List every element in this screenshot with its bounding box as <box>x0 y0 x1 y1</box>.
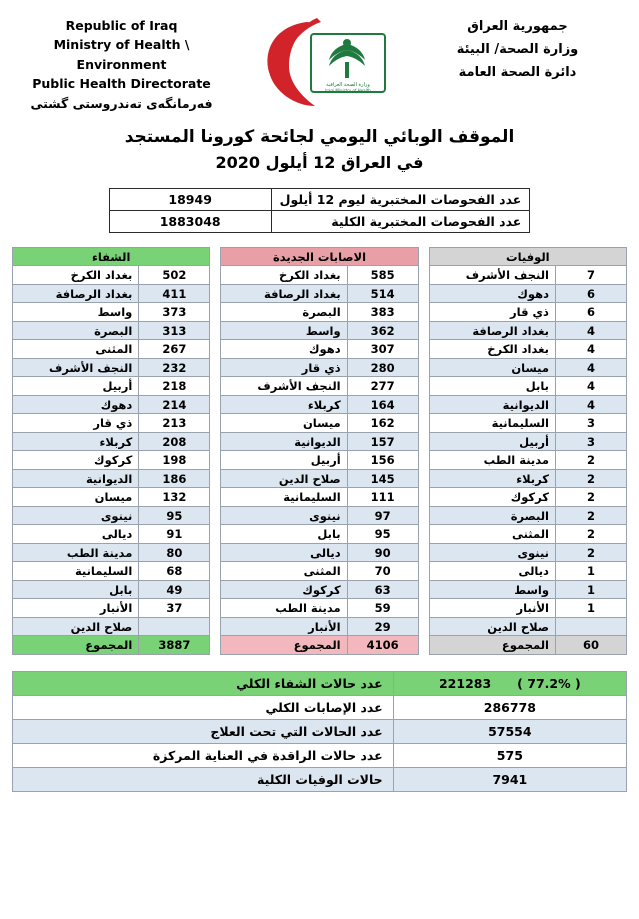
table-row <box>429 321 626 340</box>
header-line-country-en: Republic of Iraq <box>65 18 178 33</box>
total-row <box>221 636 418 655</box>
table-row <box>221 580 418 599</box>
summary-row <box>13 695 627 719</box>
table-row <box>221 377 418 396</box>
recovered-governorate: بغداد الرصافة <box>13 284 139 303</box>
recovered-value: 267 <box>139 340 210 359</box>
new_cases-value: 514 <box>347 284 418 303</box>
table-row <box>221 543 418 562</box>
table-row <box>221 303 418 322</box>
new_cases-value: 383 <box>347 303 418 322</box>
lab-tests-table <box>109 188 531 233</box>
header-line-ministry-en: Ministry of Health \ Environment <box>53 37 190 72</box>
deaths-value: 1 <box>555 599 626 618</box>
recovered-value: 198 <box>139 451 210 470</box>
summary-row <box>13 767 627 791</box>
summary-table <box>12 671 627 792</box>
table-row <box>221 414 418 433</box>
logo-text-arabic: وزارة الصحة العراقية <box>325 82 370 88</box>
deaths-governorate: ميسان <box>429 358 555 377</box>
deaths-value: 6 <box>555 303 626 322</box>
table-row <box>109 188 530 210</box>
tests-total-label: عدد الفحوصات المختبرية الكلية <box>271 210 530 232</box>
table-row <box>429 303 626 322</box>
new-cases-header-label: الاصابات الجديدة <box>221 247 418 266</box>
summary-percent: ( 77.2% ) <box>517 675 581 691</box>
tests-daily-value: 18949 <box>109 188 271 210</box>
recovered-value: 37 <box>139 599 210 618</box>
summary-row <box>13 719 627 743</box>
table-row <box>429 617 626 636</box>
recovered-header-row <box>13 247 210 266</box>
table-row <box>429 543 626 562</box>
recovered-governorate: نينوى <box>13 506 139 525</box>
deaths-value: 4 <box>555 340 626 359</box>
table-row <box>429 395 626 414</box>
recovered-value: 232 <box>139 358 210 377</box>
deaths-value: 2 <box>555 525 626 544</box>
table-row <box>13 414 210 433</box>
summary-row <box>13 671 627 695</box>
table-row <box>429 599 626 618</box>
tests-daily-label: عدد الفحوصات المختبرية ليوم 12 أيلول <box>271 188 530 210</box>
table-row <box>13 580 210 599</box>
recovered-value: 49 <box>139 580 210 599</box>
summary-label: عدد الحالات التي تحت العلاج <box>13 719 394 743</box>
header-line-directorate-ar: دائرة الصحة العامة <box>458 64 577 80</box>
summary-value: 575 <box>393 743 626 767</box>
deaths-value: 2 <box>555 506 626 525</box>
recovered-governorate: بغداد الكرخ <box>13 266 139 285</box>
new_cases-value: 164 <box>347 395 418 414</box>
table-row <box>13 284 210 303</box>
deaths-governorate: ذي قار <box>429 303 555 322</box>
deaths-governorate: نينوى <box>429 543 555 562</box>
summary-label: عدد حالات الراقدة في العناية المركزة <box>13 743 394 767</box>
new_cases-governorate: دهوك <box>221 340 347 359</box>
recovered-value: 68 <box>139 562 210 581</box>
header-english-block <box>14 16 229 113</box>
recovered-value: 411 <box>139 284 210 303</box>
recovered-column <box>12 247 210 655</box>
summary-value: 286778 <box>393 695 626 719</box>
new_cases-governorate: النجف الأشرف <box>221 377 347 396</box>
new_cases-value: 90 <box>347 543 418 562</box>
table-row <box>429 377 626 396</box>
deaths-value: 2 <box>555 469 626 488</box>
table-row <box>429 266 626 285</box>
header-line-kurdish: فه‌رمانگه‌ى ته‌ندروستى گشتى <box>30 95 213 111</box>
deaths-governorate: بغداد الرصافة <box>429 321 555 340</box>
deaths-governorate: بغداد الكرخ <box>429 340 555 359</box>
new_cases-value: 156 <box>347 451 418 470</box>
new_cases-value: 585 <box>347 266 418 285</box>
new_cases-value: 97 <box>347 506 418 525</box>
header-line-country-ar: جمهورية العراق <box>467 19 568 34</box>
new_cases-value: 59 <box>347 599 418 618</box>
summary-row <box>13 743 627 767</box>
new_cases-governorate: أربيل <box>221 451 347 470</box>
deaths-table <box>429 247 627 655</box>
table-row <box>429 358 626 377</box>
governorate-columns <box>0 247 639 655</box>
recovered-table <box>12 247 210 655</box>
table-row <box>429 469 626 488</box>
new_cases-value: 70 <box>347 562 418 581</box>
new_cases-governorate: ديالى <box>221 543 347 562</box>
table-row <box>221 469 418 488</box>
deaths-value: 4 <box>555 395 626 414</box>
deaths-governorate: مدينة الطب <box>429 451 555 470</box>
table-row <box>429 451 626 470</box>
recovered-value: 313 <box>139 321 210 340</box>
table-row <box>13 543 210 562</box>
table-row <box>13 617 210 636</box>
deaths-governorate: السليمانية <box>429 414 555 433</box>
recovered-value: 95 <box>139 506 210 525</box>
new_cases-value: 29 <box>347 617 418 636</box>
table-row <box>13 395 210 414</box>
deaths-value: 1 <box>555 580 626 599</box>
new_cases-governorate: البصرة <box>221 303 347 322</box>
deaths-value: 3 <box>555 414 626 433</box>
table-row <box>13 469 210 488</box>
recovered-governorate: أربيل <box>13 377 139 396</box>
new_cases-value: 307 <box>347 340 418 359</box>
table-row <box>429 488 626 507</box>
deaths-header-label: الوفيات <box>429 247 626 266</box>
recovered-total-label: المجموع <box>13 636 139 655</box>
recovered-governorate: مدينة الطب <box>13 543 139 562</box>
tests-total-value: 1883048 <box>109 210 271 232</box>
total-row <box>429 636 626 655</box>
deaths-governorate: أربيل <box>429 432 555 451</box>
new_cases-value: 63 <box>347 580 418 599</box>
new_cases-governorate: ميسان <box>221 414 347 433</box>
table-row <box>221 617 418 636</box>
new_cases-governorate: السليمانية <box>221 488 347 507</box>
new-cases-header-row <box>221 247 418 266</box>
recovered-value: 502 <box>139 266 210 285</box>
new_cases-governorate: كربلاء <box>221 395 347 414</box>
recovered-governorate: ميسان <box>13 488 139 507</box>
deaths-governorate: الأنبار <box>429 599 555 618</box>
recovered-value: 80 <box>139 543 210 562</box>
table-row <box>13 599 210 618</box>
recovered-value: 186 <box>139 469 210 488</box>
new_cases-governorate: الأنبار <box>221 617 347 636</box>
recovered-governorate: البصرة <box>13 321 139 340</box>
deaths-governorate: المثنى <box>429 525 555 544</box>
deaths-governorate: كركوك <box>429 488 555 507</box>
title-main: الموقف الوبائي اليومي لجائحة كورونا المستجد <box>124 126 515 147</box>
table-row <box>221 340 418 359</box>
new_cases-governorate: واسط <box>221 321 347 340</box>
title-subtitle: في العراق 12 أيلول 2020 <box>215 152 424 172</box>
ministry-of-health-logo <box>245 16 395 111</box>
table-row <box>221 284 418 303</box>
recovered-governorate: الديوانية <box>13 469 139 488</box>
table-row <box>13 340 210 359</box>
deaths-value: 2 <box>555 488 626 507</box>
recovered-governorate: المثنى <box>13 340 139 359</box>
deaths-value: 4 <box>555 321 626 340</box>
total-row <box>13 636 210 655</box>
new_cases-governorate: بغداد الرصافة <box>221 284 347 303</box>
new_cases-governorate: نينوى <box>221 506 347 525</box>
new_cases-governorate: مدينة الطب <box>221 599 347 618</box>
table-row <box>221 488 418 507</box>
summary-value: ( 77.2% )221283 <box>393 671 626 695</box>
deaths-governorate: واسط <box>429 580 555 599</box>
new_cases-governorate: صلاح الدين <box>221 469 347 488</box>
deaths-value: 2 <box>555 451 626 470</box>
new_cases-value: 362 <box>347 321 418 340</box>
table-row <box>109 210 530 232</box>
recovered-value <box>139 617 210 636</box>
recovered-governorate: النجف الأشرف <box>13 358 139 377</box>
deaths-total-value: 60 <box>555 636 626 655</box>
table-row <box>221 395 418 414</box>
recovered-governorate: ديالى <box>13 525 139 544</box>
table-row <box>429 506 626 525</box>
recovered-header-label: الشفاء <box>13 247 210 266</box>
new_cases-value: 162 <box>347 414 418 433</box>
recovered-governorate: السليمانية <box>13 562 139 581</box>
recovered-governorate: الأنبار <box>13 599 139 618</box>
deaths-value: 4 <box>555 377 626 396</box>
deaths-value: 6 <box>555 284 626 303</box>
table-row <box>221 599 418 618</box>
table-row <box>221 266 418 285</box>
summary-label: حالات الوفيات الكلية <box>13 767 394 791</box>
deaths-governorate: صلاح الدين <box>429 617 555 636</box>
recovered-value: 132 <box>139 488 210 507</box>
table-row <box>221 432 418 451</box>
new_cases-governorate: الديوانية <box>221 432 347 451</box>
table-row <box>221 506 418 525</box>
new_cases-governorate: بغداد الكرخ <box>221 266 347 285</box>
summary-value: 7941 <box>393 767 626 791</box>
deaths-value: 1 <box>555 562 626 581</box>
table-row <box>13 303 210 322</box>
deaths-governorate: كربلاء <box>429 469 555 488</box>
table-row <box>429 340 626 359</box>
deaths-governorate: البصرة <box>429 506 555 525</box>
deaths-value <box>555 617 626 636</box>
recovered-governorate: بابل <box>13 580 139 599</box>
deaths-total-label: المجموع <box>429 636 555 655</box>
deaths-header-row <box>429 247 626 266</box>
new_cases-governorate: بابل <box>221 525 347 544</box>
table-row <box>13 488 210 507</box>
table-row <box>221 525 418 544</box>
new_cases-value: 277 <box>347 377 418 396</box>
table-row <box>429 580 626 599</box>
table-row <box>13 506 210 525</box>
table-row <box>13 377 210 396</box>
summary-value: 57554 <box>393 719 626 743</box>
recovered-value: 218 <box>139 377 210 396</box>
recovered-value: 373 <box>139 303 210 322</box>
header-arabic-block <box>410 16 625 84</box>
recovered-governorate: كربلاء <box>13 432 139 451</box>
deaths-governorate: ديالى <box>429 562 555 581</box>
table-row <box>429 414 626 433</box>
new-cases-table <box>220 247 418 655</box>
summary-label: عدد الإصابات الكلي <box>13 695 394 719</box>
new_cases-governorate: المثنى <box>221 562 347 581</box>
new_cases-value: 145 <box>347 469 418 488</box>
deaths-value: 3 <box>555 432 626 451</box>
recovered-governorate: ذي قار <box>13 414 139 433</box>
table-row <box>13 266 210 285</box>
table-row <box>429 525 626 544</box>
recovered-total-value: 3887 <box>139 636 210 655</box>
recovered-value: 208 <box>139 432 210 451</box>
recovered-value: 213 <box>139 414 210 433</box>
table-row <box>13 451 210 470</box>
table-row <box>429 284 626 303</box>
new_cases-governorate: كركوك <box>221 580 347 599</box>
table-row <box>221 321 418 340</box>
recovered-governorate: دهوك <box>13 395 139 414</box>
new_cases-value: 157 <box>347 432 418 451</box>
table-row <box>429 562 626 581</box>
new_cases-governorate: ذي قار <box>221 358 347 377</box>
table-row <box>429 432 626 451</box>
recovered-governorate: واسط <box>13 303 139 322</box>
page-title <box>0 127 639 172</box>
deaths-governorate: النجف الأشرف <box>429 266 555 285</box>
new_cases-total-value: 4106 <box>347 636 418 655</box>
table-row <box>221 562 418 581</box>
deaths-governorate: الديوانية <box>429 395 555 414</box>
deaths-value: 2 <box>555 543 626 562</box>
new_cases-value: 95 <box>347 525 418 544</box>
recovered-governorate: صلاح الدين <box>13 617 139 636</box>
logo-text-english: Iraqi Ministry of Health <box>324 88 371 93</box>
new_cases-value: 280 <box>347 358 418 377</box>
table-row <box>221 451 418 470</box>
table-row <box>13 358 210 377</box>
new-cases-column <box>220 247 418 655</box>
deaths-value: 4 <box>555 358 626 377</box>
header-line-directorate-en: Public Health Directorate <box>32 76 211 92</box>
recovered-value: 91 <box>139 525 210 544</box>
table-row <box>13 525 210 544</box>
document-header <box>0 0 639 113</box>
header-line-ministry-ar: وزارة الصحة/ البيئة <box>456 41 579 57</box>
summary-label: عدد حالات الشفاء الكلي <box>13 671 394 695</box>
table-row <box>13 562 210 581</box>
deaths-governorate: دهوك <box>429 284 555 303</box>
table-row <box>13 432 210 451</box>
recovered-value: 214 <box>139 395 210 414</box>
new_cases-value: 111 <box>347 488 418 507</box>
deaths-column <box>429 247 627 655</box>
new_cases-total-label: المجموع <box>221 636 347 655</box>
deaths-value: 7 <box>555 266 626 285</box>
recovered-governorate: كركوك <box>13 451 139 470</box>
table-row <box>13 321 210 340</box>
table-row <box>221 358 418 377</box>
deaths-governorate: بابل <box>429 377 555 396</box>
